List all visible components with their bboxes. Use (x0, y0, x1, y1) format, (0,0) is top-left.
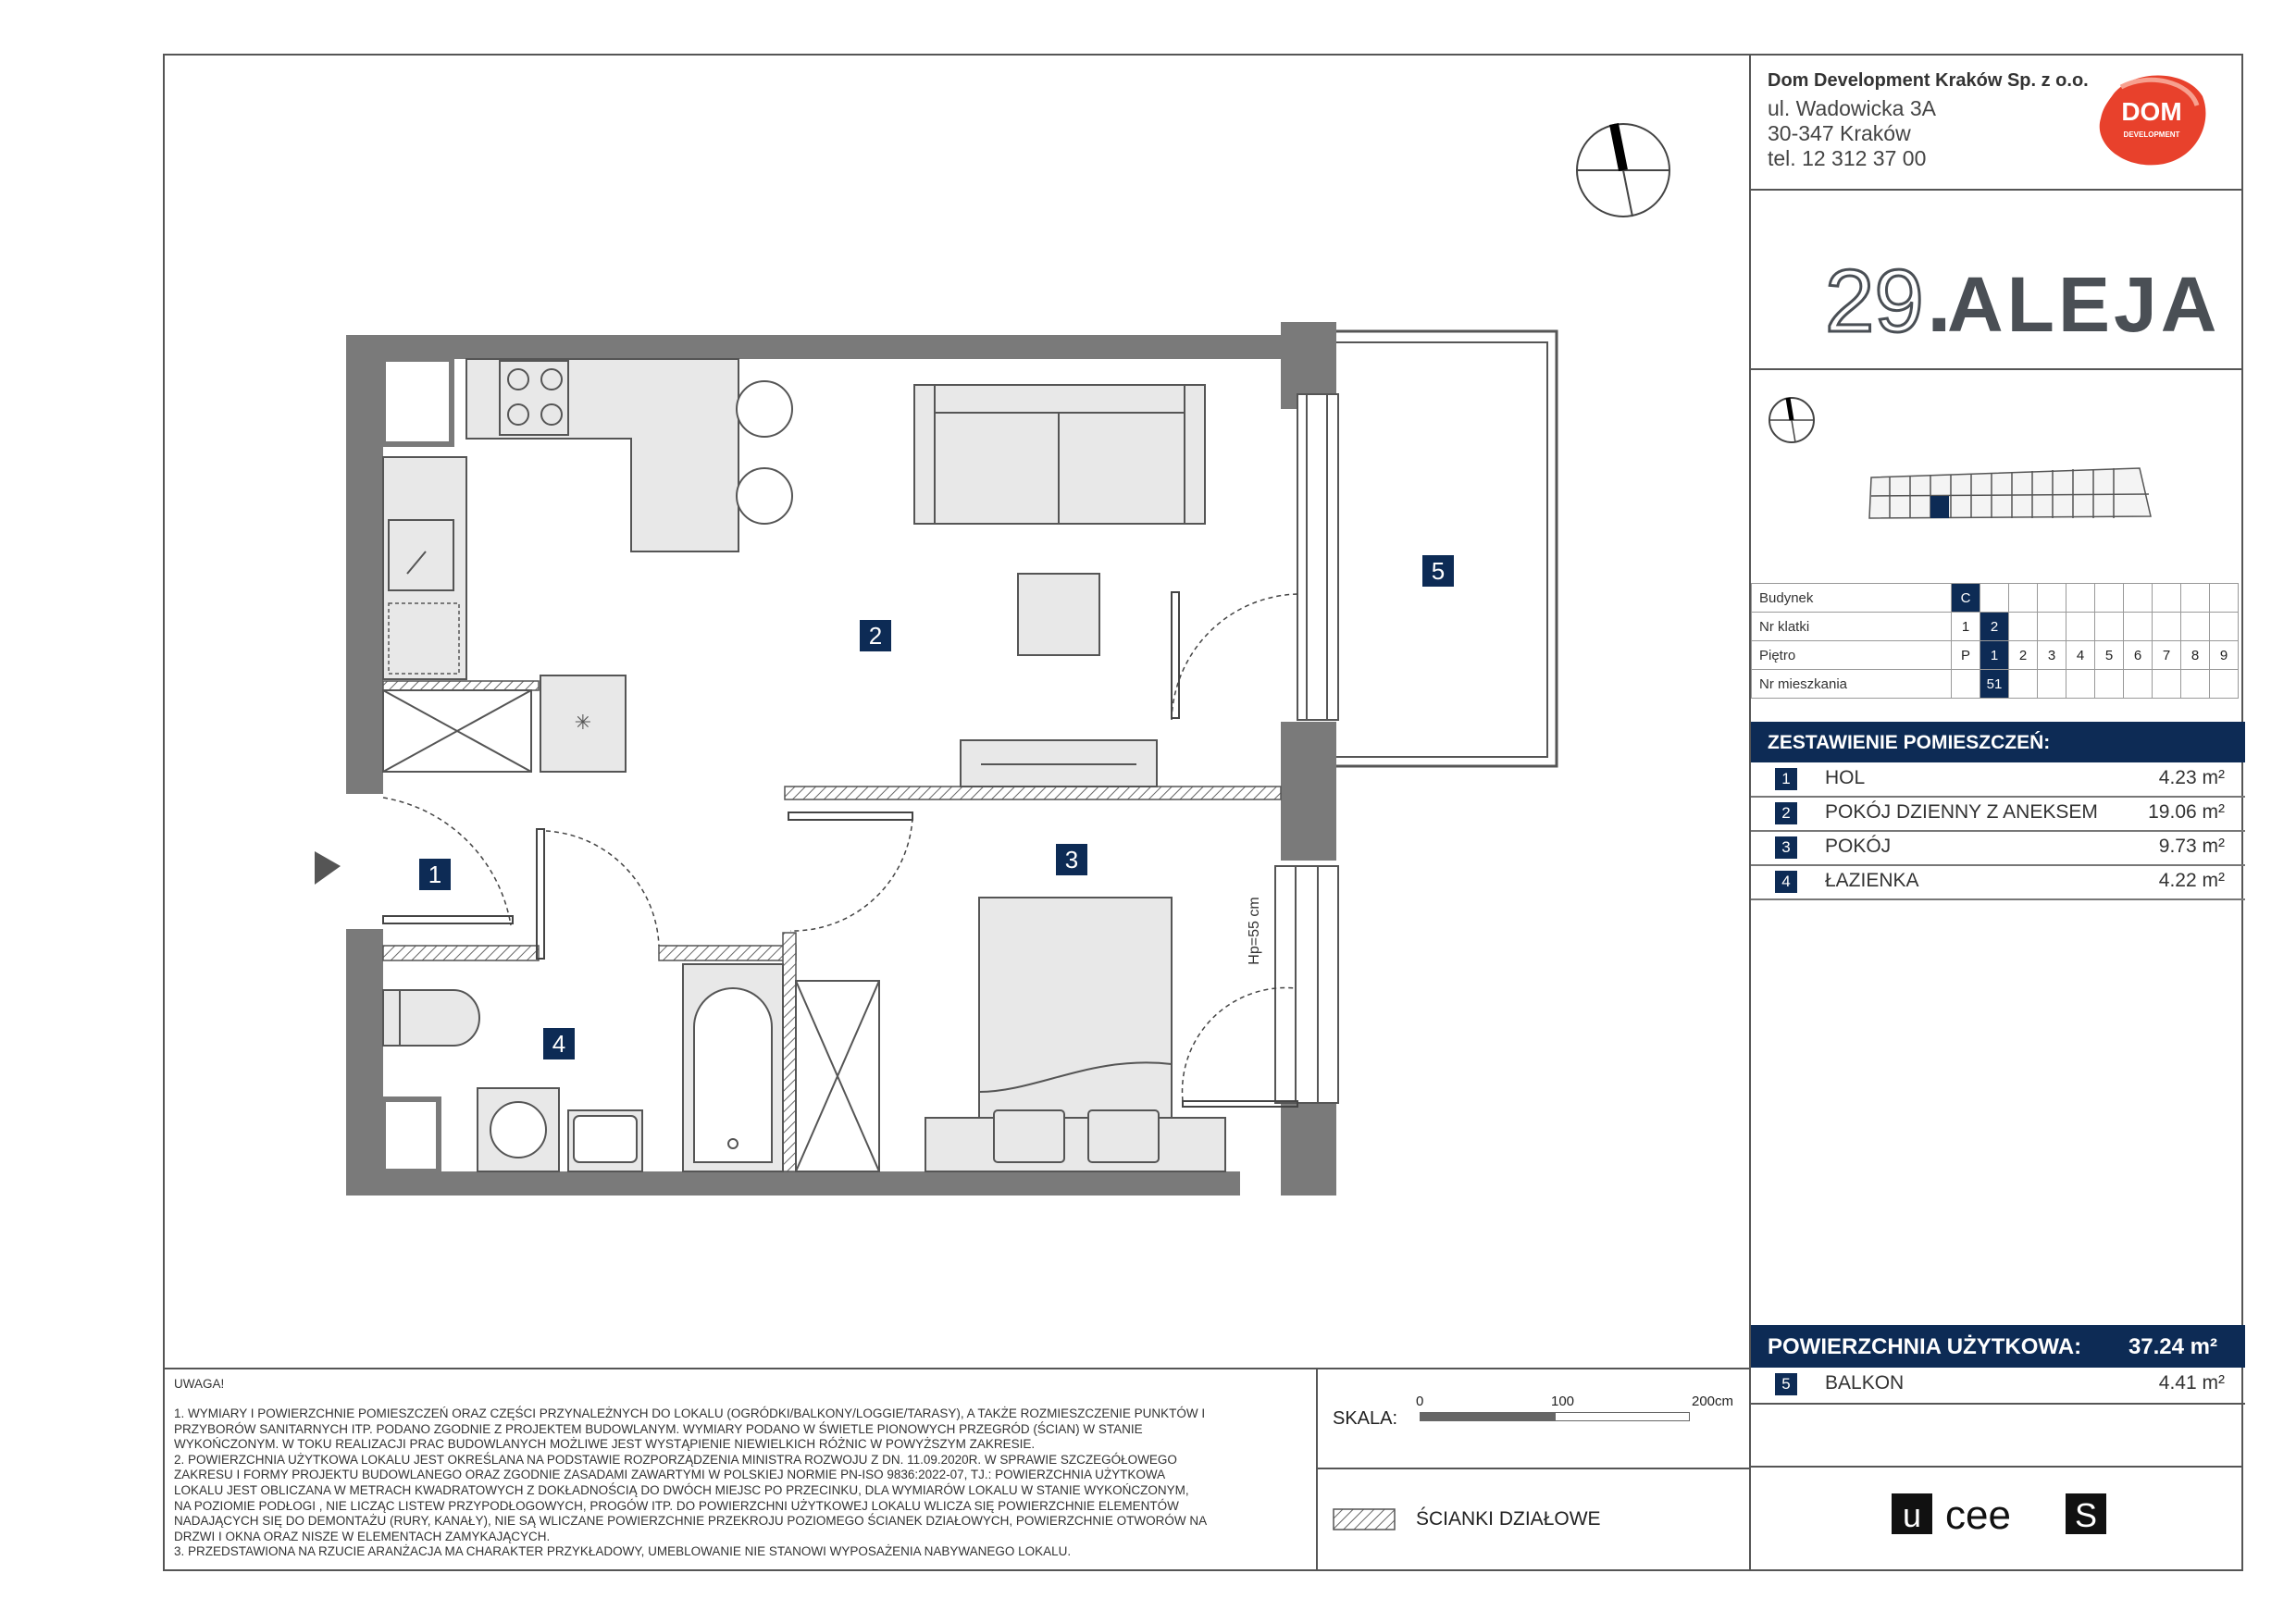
project-logo (1751, 239, 2245, 359)
window-height-note: Hp=55 cm (1247, 897, 1262, 965)
scale-tick-100: 100 (1551, 1394, 1575, 1409)
balcony (1336, 331, 1557, 766)
svg-text:DEVELOPMENT: DEVELOPMENT (2123, 130, 2180, 139)
svg-text:✳: ✳ (574, 712, 592, 735)
room-row-bathroom: 4 ŁAZIENKA 4.22 m² (1751, 865, 2245, 900)
company-name: Dom Development Kraków Sp. z o.o. (1768, 70, 2089, 91)
svg-text:DOM: DOM (2121, 97, 2182, 126)
room-row-living: 2 POKÓJ DZIENNY Z ANEKSEM 19.06 m² (1751, 797, 2245, 832)
legend-label: ŚCIANKI DZIAŁOWE (1416, 1508, 1601, 1530)
location-row-building: Budynek C (1752, 584, 2239, 613)
wardrobe-kitchen (383, 690, 531, 772)
svg-text:S: S (2074, 1496, 2098, 1534)
room-badge-living: 2 (860, 620, 891, 651)
scale-tick-0: 0 (1416, 1394, 1424, 1409)
fridge (540, 675, 626, 772)
room-row-bedroom: 3 POKÓJ 9.73 m² (1751, 831, 2245, 866)
keyplan-building (1869, 468, 2151, 518)
scale-bar-empty (1555, 1412, 1690, 1421)
notes-panel (163, 1368, 1316, 1571)
sofa (914, 385, 1205, 524)
bathroom-cabinet (796, 981, 879, 1171)
svg-text:29: 29 (1825, 252, 1924, 351)
bar-stools (737, 381, 792, 524)
shaft-top (383, 359, 452, 444)
coffee-table (1018, 574, 1099, 655)
rooms-header: ZESTAWIENIE POMIESZCZEŃ: (1751, 722, 2245, 762)
company-address-2: 30-347 Kraków (1768, 121, 1911, 145)
scale-bar-filled (1420, 1412, 1555, 1421)
washbasin (568, 1110, 642, 1171)
ucees-logo (1890, 1486, 2112, 1542)
bathtub (683, 964, 783, 1171)
floor-plan (163, 54, 1751, 1368)
svg-text:.: . (1927, 252, 1952, 351)
compass-icon (1577, 124, 1669, 217)
window-living (1297, 394, 1338, 720)
notes-text: 1. WYMIARY I POWIERZCHNIE POMIESZCZEŃ ORAZ CZĘŚCI PRZYNALEŻNYCH DO LOKALU (OGRÓDKI/BALKONY/LOGGIE/TARASY), A TAKŻE ROZMIESZCZENIE PUNKTÓW I PRZYBORÓW SANITARNYCH ITP. PODANO ZGODNIE Z PROJEKTEM BUDOWLANYM. WYMIARY PODANO W ŚWIETLE PIONOWYCH PRZEGRÓD (ŚCIAN) W STANIE WYKOŃCZONYM. W TOKU REALIZACJI PRAC BUDOWLANYCH MOŻLIWE JEST WYSTĄPIENIE NIEWIELKICH RÓŻNIC W POWYŻSZYM ZAKRESIE. 2. POWIERZCHNIA UŻYTKOWA LOKALU JEST OKREŚLANA NA PODSTAWIE ROZPORZĄDZENIA MINISTRA ROZWOJU Z DN. 11.09.2020R. W SPRAWIE SZCZEGÓŁOWEGO ZAKRESU I FORMY PROJEKTU BUDOWLANEGO ORAZ ZGODNIE ZASADAMI ZAWARTYMI W POLSKIEJ NORMIE PN-ISO 9836:2022-07, TJ.: POWIERZCHNIA UŻYTKOWA LOKALU JEST OBLICZANA W METRACH KWADRATOWYCH Z DOKŁADNOŚCIĄ DO DWÓCH MIEJSC PO PRZECINKU, DLA WYMIARÓW LOKALU W STANIE WYKOŃCZONYM, NA POZIOMIE PODŁOGI , NIE LICZĄC LISTEW PRZYPODŁOGOWYCH, PROGÓW ITP. DO POWIERZCHNI UŻYTKOWEJ LOKALU WLICZA SIĘ POWIERZCHNIE ELEMENTÓW NADAJĄCYCH SIĘ DO DEMONTAŻU (RURY, KANAŁY), NIE SĄ WLICZANE POWIERZCHNIE PRZEKROJU POZIOMEGO ŚCIANEK DZIAŁOWYCH, POWIERZCHNIE OTWORÓW NA DRZWI I OKNA ORAZ NISZE W ELEMENTACH ZAMYKAJĄCYCH. 3. PRZEDSTAWIONA NA RZUCIE ARANŻACJA MA CHARAKTER PRZYKŁADOWY, UMEBLOWANIE NIE STANOWI WYPOSAŻENIA NABYWANEGO LOKALU. (174, 1406, 1208, 1559)
entrance-arrow-icon (315, 851, 341, 885)
hatch-swatch-icon (1333, 1508, 1397, 1530)
balcony-row: 5 BALKON 4.41 m² (1751, 1368, 2245, 1405)
legend-panel (1316, 1468, 1749, 1571)
scale-tick-200: 200cm (1692, 1394, 1734, 1409)
room-badge-bedroom: 3 (1056, 844, 1087, 875)
usable-area-bar: POWIERZCHNIA UŻYTKOWA: 37.24 m² (1751, 1325, 2245, 1368)
location-table (1751, 583, 2239, 699)
window-bedroom (1275, 866, 1338, 1103)
tv-cabinet (961, 740, 1157, 787)
room-row-hol: 1 HOL 4.23 m² (1751, 762, 2245, 798)
room-badge-hol: 1 (419, 859, 451, 890)
room-badge-bathroom: 4 (543, 1028, 575, 1059)
svg-text:u: u (1902, 1496, 1922, 1534)
keyplan-compass-icon (1769, 398, 1814, 442)
room-badge-balcony: 5 (1422, 555, 1454, 587)
company-address-1: ul. Wadowicka 3A (1768, 96, 1936, 120)
company-phone: tel. 12 312 37 00 (1768, 146, 1927, 170)
toilet (383, 990, 479, 1046)
washing-machine (478, 1088, 559, 1171)
svg-text:ALEJA: ALEJA (1947, 261, 2221, 348)
location-row-apartment: Nr mieszkania 51 (1752, 670, 2239, 699)
notes-title: UWAGA! (174, 1377, 225, 1391)
location-row-floor: Piętro P 1 2 3 4 5 6 7 8 9 (1752, 641, 2239, 670)
scale-label: SKALA: (1333, 1408, 1398, 1429)
scale-panel (1316, 1368, 1749, 1469)
shaft-bottom (383, 1099, 439, 1171)
dom-development-logo (2093, 68, 2210, 168)
nightstand-row (925, 1110, 1225, 1171)
location-row-staircase: Nr klatki 1 2 (1752, 613, 2239, 641)
info-panel (1749, 54, 2243, 1571)
key-plan (1751, 378, 2245, 600)
svg-text:cee: cee (1945, 1493, 2011, 1538)
